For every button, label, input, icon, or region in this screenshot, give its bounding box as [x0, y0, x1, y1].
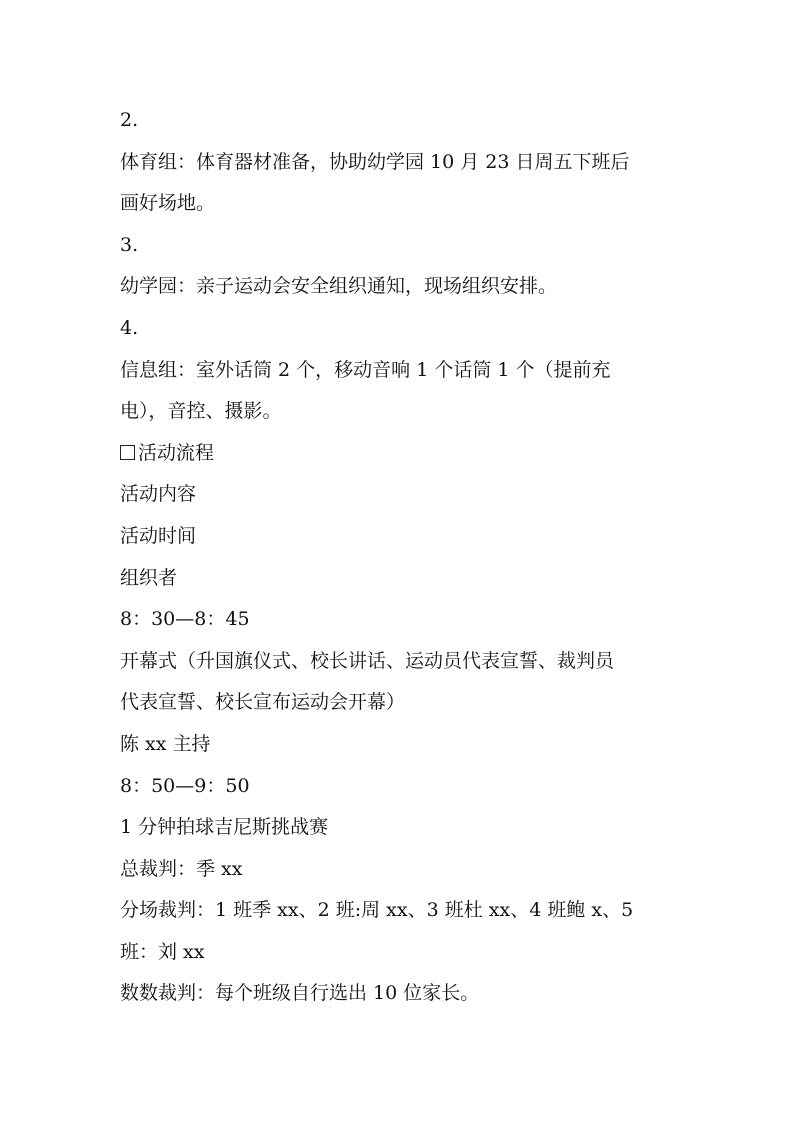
sports-group-text-cont: 画好场地。 [120, 192, 216, 215]
time-slot-1: 8：30—8：45 [120, 608, 250, 631]
section-number-3: 3. [120, 233, 139, 256]
activity-time-label: 活动时间 [120, 524, 197, 547]
organizer-label: 组织者 [120, 566, 178, 589]
counting-referees-text: 数数裁判：每个班级自行选出 10 位家长。 [120, 982, 480, 1005]
activity-content-label: 活动内容 [120, 483, 197, 506]
opening-ceremony-text: 开幕式（升国旗仪式、校长讲话、运动员代表宣誓、裁判员 [120, 649, 615, 672]
opening-ceremony-text-cont: 代表宣誓、校长宣布运动会开幕） [120, 691, 406, 714]
document-body [120, 100, 680, 1015]
venue-referees-text: 分场裁判：1 班季 xx、2 班:周 xx、3 班杜 xx、4 班鲍 x、5 [120, 899, 634, 922]
venue-referees-text-cont: 班：刘 xx [120, 940, 205, 963]
info-group-text: 信息组：室外话筒 2 个，移动音响 1 个话筒 1 个（提前充 [120, 358, 611, 381]
section-number-2: 2. [120, 109, 139, 131]
chief-referee-text: 总裁判：季 xx [120, 857, 243, 880]
kindergarten-text: 幼学园：亲子运动会安全组织通知，现场组织安排。 [120, 275, 558, 298]
checkbox-square-icon [120, 445, 135, 460]
host-text: 陈 xx 主持 [120, 732, 211, 755]
ball-challenge-text: 1 分钟拍球吉尼斯挑战赛 [120, 816, 329, 839]
sports-group-text: 体育组：体育器材准备，协助幼学园 10 月 23 日周五下班后 [120, 150, 630, 173]
time-slot-2: 8：50—9：50 [120, 774, 250, 797]
section-number-4: 4. [120, 316, 139, 339]
activity-flow-heading [120, 433, 680, 475]
activity-flow-label: 活动流程 [138, 441, 215, 464]
info-group-text-cont: 电），音控、摄影。 [120, 400, 282, 423]
